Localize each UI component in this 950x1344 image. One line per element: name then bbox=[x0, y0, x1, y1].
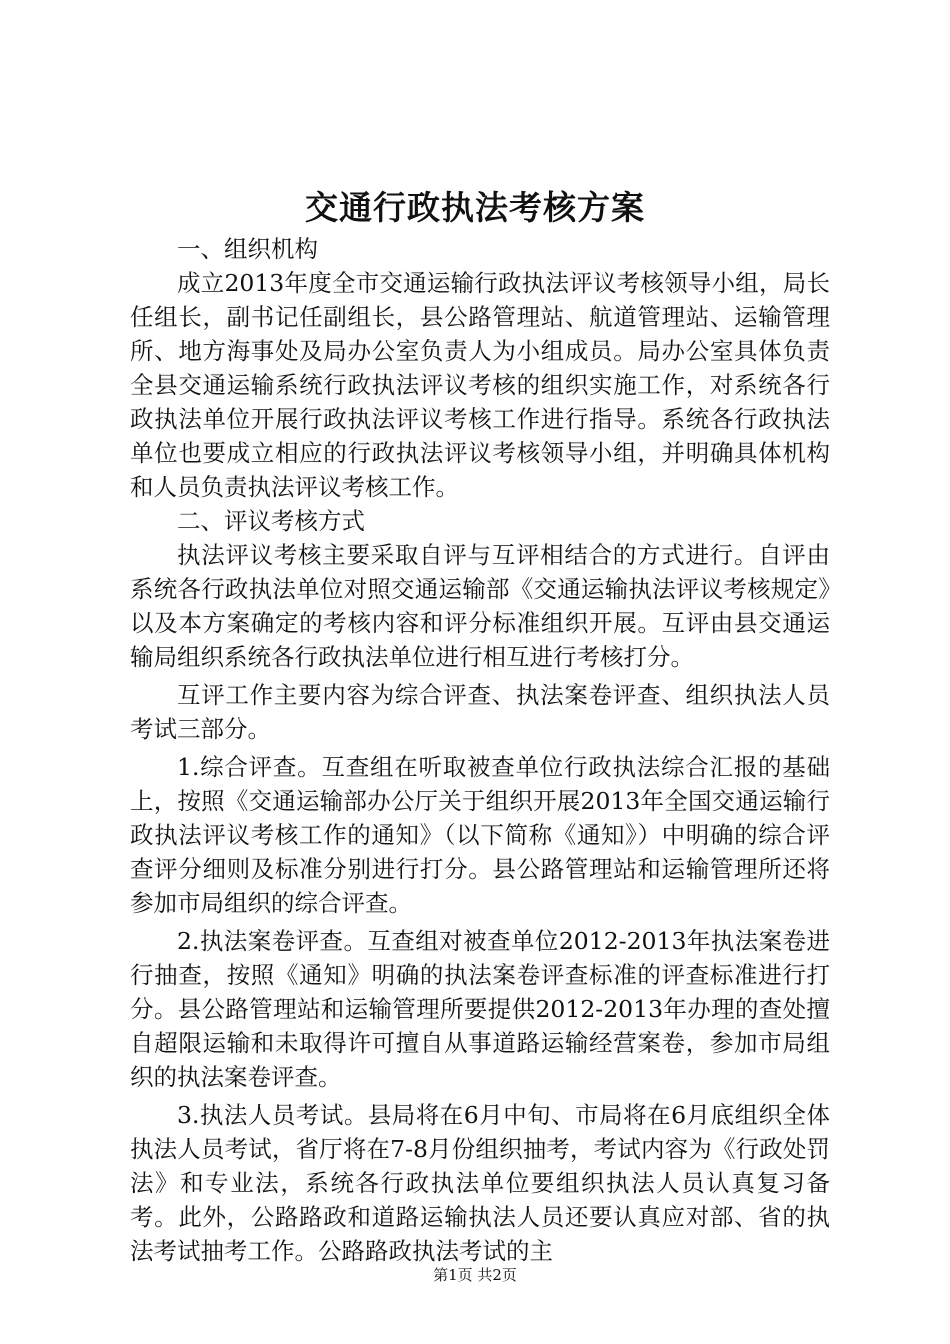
paragraph-method: 执法评议考核主要采取自评与互评相结合的方式进行。自评由系统各行政执法单位对照交通运输部《交通运输执法评议考核规定》以及本方案确定的考核内容和评分标准组织开展。互评由县交通运输局组织系统各行政执法单位进行相互进行考核打分。 bbox=[130, 541, 830, 671]
section-heading-method: 二、评议考核方式 bbox=[177, 507, 365, 535]
paragraph-organization: 成立2013年度全市交通运输行政执法评议考核领导小组，局长任组长，副书记任副组长，县公路管理站、航道管理站、运输管理所、地方海事处及局办公室负责人为小组成员。局办公室具体负责全县交通运输系统行政执法评议考核的组织实施工作，对系统各行政执法单位开展行政执法评议考核工作进行指导。系统各行政执法单位也要成立相应的行政执法评议考核领导小组，并明确具体机构和人员负责执法评议考核工作。 bbox=[130, 269, 830, 501]
document-title: 交通行政执法考核方案 bbox=[305, 188, 645, 227]
document-body bbox=[130, 232, 830, 1268]
paragraph-comprehensive-review: 1.综合评查。互查组在听取被查单位行政执法综合汇报的基础上，按照《交通运输部办公厅关于组织开展2013年全国交通运输行政执法评议考核工作的通知》（以下简称《通知》）中明确的综合评查评分细则及标准分别进行打分。县公路管理站和运输管理所还将参加市局组织的综合评查。 bbox=[130, 753, 830, 917]
page-number-footer: 第1页 共2页 bbox=[433, 1266, 517, 1284]
paragraph-mutual-review: 互评工作主要内容为综合评查、执法案卷评查、组织执法人员考试三部分。 bbox=[130, 681, 830, 743]
section-heading-organization: 一、组织机构 bbox=[177, 235, 318, 263]
paragraph-case-file-review: 2.执法案卷评查。互查组对被查单位2012-2013年执法案卷进行抽查，按照《通知》明确的执法案卷评查标准的评查标准进行打分。县公路管理站和运输管理所要提供2012-2013年办理的查处擅自超限运输和未取得许可擅自从事道路运输经营案卷，参加市局组织的执法案卷评查。 bbox=[130, 927, 830, 1091]
paragraph-personnel-exam: 3.执法人员考试。县局将在6月中旬、市局将在6月底组织全体执法人员考试，省厅将在7-8月份组织抽考，考试内容为《行政处罚法》和专业法，系统各行政执法单位要组织执法人员认真复习备考。此外，公路路政和道路运输执法人员还要认真应对部、省的执法考试抽考工作。公路路政执法考试的主 bbox=[130, 1101, 830, 1265]
